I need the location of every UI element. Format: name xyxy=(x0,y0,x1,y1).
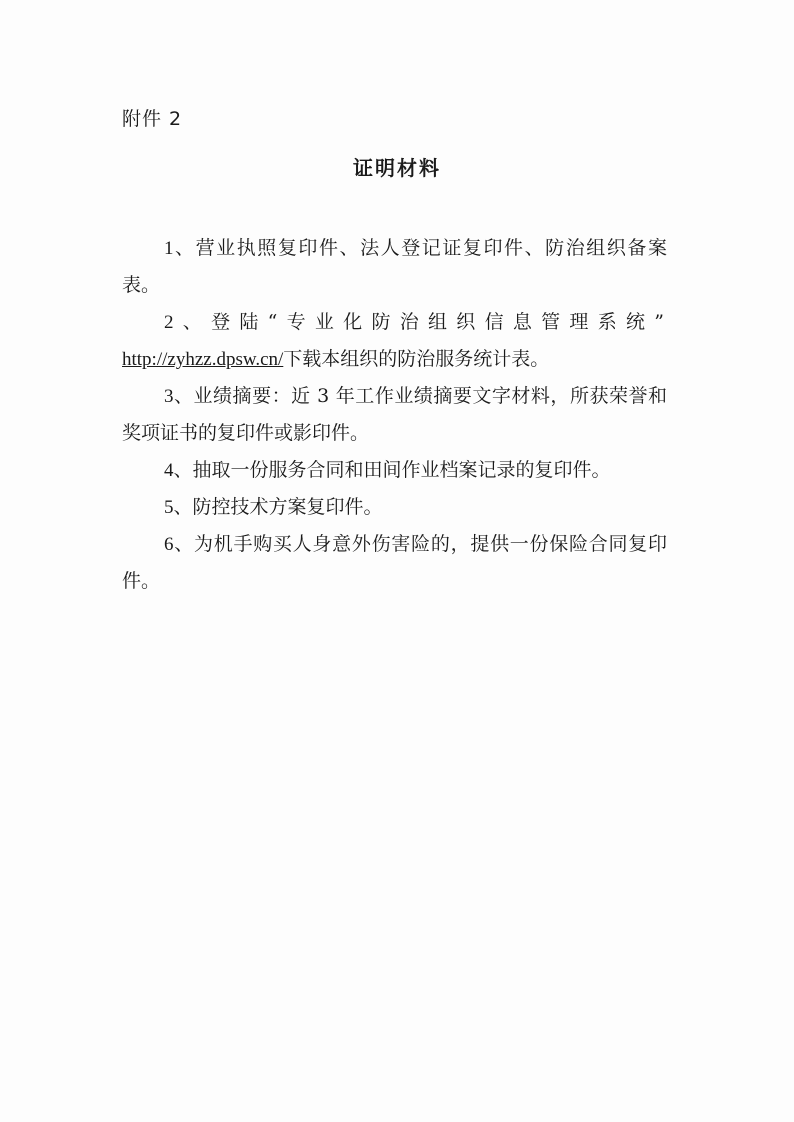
item-number: 5 xyxy=(164,497,174,518)
item-line xyxy=(122,341,667,378)
item-text: 、防控技术方案复印件。 xyxy=(173,496,383,518)
item-number: 3 xyxy=(164,386,174,407)
attachment-label: 附件 2 xyxy=(122,108,183,130)
system-url-link[interactable]: http://zyhzz.dpsw.cn/ xyxy=(122,349,284,370)
item-number: 6 xyxy=(164,534,174,555)
list-item xyxy=(122,526,667,600)
document-title: 证明材料 xyxy=(353,156,441,180)
item-number: 1 xyxy=(164,238,174,259)
item-number: 4 xyxy=(164,460,174,481)
list-item xyxy=(122,304,667,378)
item-text: 、业绩摘要：近 3 年工作业绩摘要文字材料，所获荣誉和奖项证书的复印件或影印件。 xyxy=(122,385,667,444)
list-item xyxy=(122,378,667,452)
item-number: 2 xyxy=(164,312,177,333)
list-item xyxy=(122,489,667,526)
item-text: 、登陆“专业化防治组织信息管理系统” xyxy=(176,311,667,333)
list-item xyxy=(122,452,667,489)
item-line xyxy=(122,304,667,341)
item-text: 、为机手购买人身意外伤害险的，提供一份保险合同复印件。 xyxy=(122,533,667,592)
item-text: 、抽取一份服务合同和田间作业档案记录的复印件。 xyxy=(173,459,611,481)
item-text: 下载本组织的防治服务统计表。 xyxy=(283,348,550,370)
item-text: 、营业执照复印件、法人登记证复印件、防治组织备案表。 xyxy=(122,237,667,296)
list-item xyxy=(122,230,667,304)
materials-list xyxy=(122,230,667,600)
